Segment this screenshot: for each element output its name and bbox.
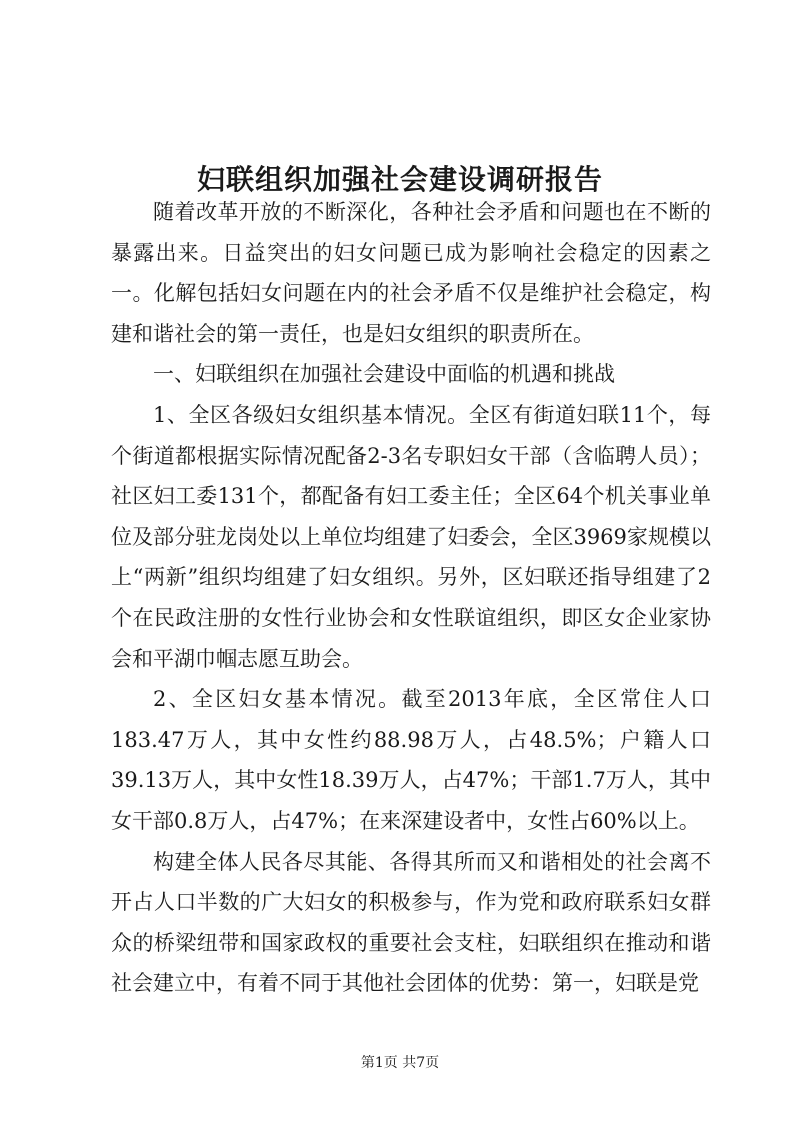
document-body <box>111 192 711 1004</box>
section-heading: 一、妇联组织在加强社会建设中面临的机遇和挑战 <box>153 362 615 387</box>
paragraph-population: 2、全区妇女基本情况。截至2013年底，全区常住人口183.47万人，其中女性约88.98万人，占48.5%；户籍人口39.13万人，其中女性18.39万人，占47%；干部1.7万人，其中女干部0.8万人，占47%；在来深建设者中，女性占60%以上。 <box>111 687 711 833</box>
page-number-footer: 第1页 共7页 <box>360 1055 440 1071</box>
paragraph-advantages: 构建全体人民各尽其能、各得其所而又和谐相处的社会离不开占人口半数的广大妇女的积极参与，作为党和政府联系妇女群众的桥梁纽带和国家政权的重要社会支柱，妇联组织在推动和谐社会建立中，有着不同于其他社会团体的优势：第一，妇联是党 <box>111 849 711 996</box>
paragraph-organizations: 1、全区各级妇女组织基本情况。全区有街道妇联11个，每个街道都根据实际情况配备2-3名专职妇女干部（含临聘人员）；社区妇工委131个，都配备有妇工委主任；全区64个机关事业单位及部分驻龙岗处以上单位均组建了妇委会，全区3969家规模以上“两新”组织均组建了妇女组织。另外，区妇联还指导组建了2个在民政注册的女性行业协会和女性联谊组织，即区女企业家协会和平湖巾帼志愿互助会。 <box>111 402 711 671</box>
document-title: 妇联组织加强社会建设调研报告 <box>196 162 603 196</box>
paragraph-intro: 随着改革开放的不断深化，各种社会矛盾和问题也在不断的暴露出来。日益突出的妇女问题已成为影响社会稳定的因素之一。化解包括妇女问题在内的社会矛盾不仅是维护社会稳定，构建和谐社会的第一责任，也是妇女组织的职责所在。 <box>111 200 711 346</box>
